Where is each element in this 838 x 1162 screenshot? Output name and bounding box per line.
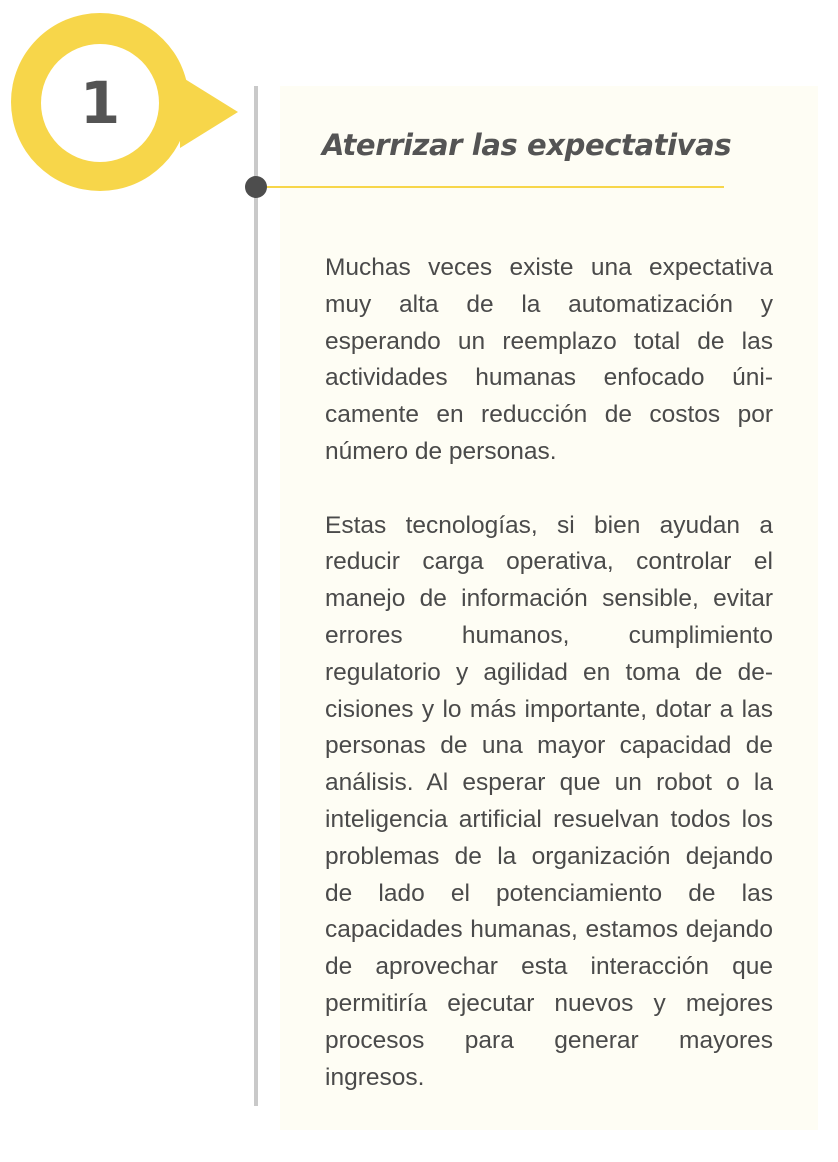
timeline-dot <box>245 176 267 198</box>
title-underline <box>258 186 724 188</box>
body-paragraph: Muchas veces existe una expectativa muy alta de la automatización y esperando un reemplazo total de las actividades humanas enfocado únicamente en reducción de costos por número de personas. <box>325 254 773 465</box>
section-title: Aterrizar las expectativas <box>322 128 732 162</box>
timeline-line <box>254 86 258 1106</box>
body-paragraph: Estas tecnologías, si bien ayudan a reducir carga operativa, controlar el manejo de información sensible, evitar errores humanos, cumplimiento regulatorio y agilidad en toma de decisiones y lo más importante, dotar a las personas de una mayor capacidad de análisis. Al esperar que un robot o la inteligencia artificial resuelvan todos los problemas de la organización dejando de lado el potenciamiento de las capacidades humanas, estamos dejando de aprovechar esta interacción que permitiría ejecutar nuevos y mejores procesos para generar mayores ingresos. <box>325 511 773 1091</box>
section-body <box>325 250 773 1096</box>
step-badge <box>10 12 190 192</box>
step-number: 1 <box>79 69 121 137</box>
